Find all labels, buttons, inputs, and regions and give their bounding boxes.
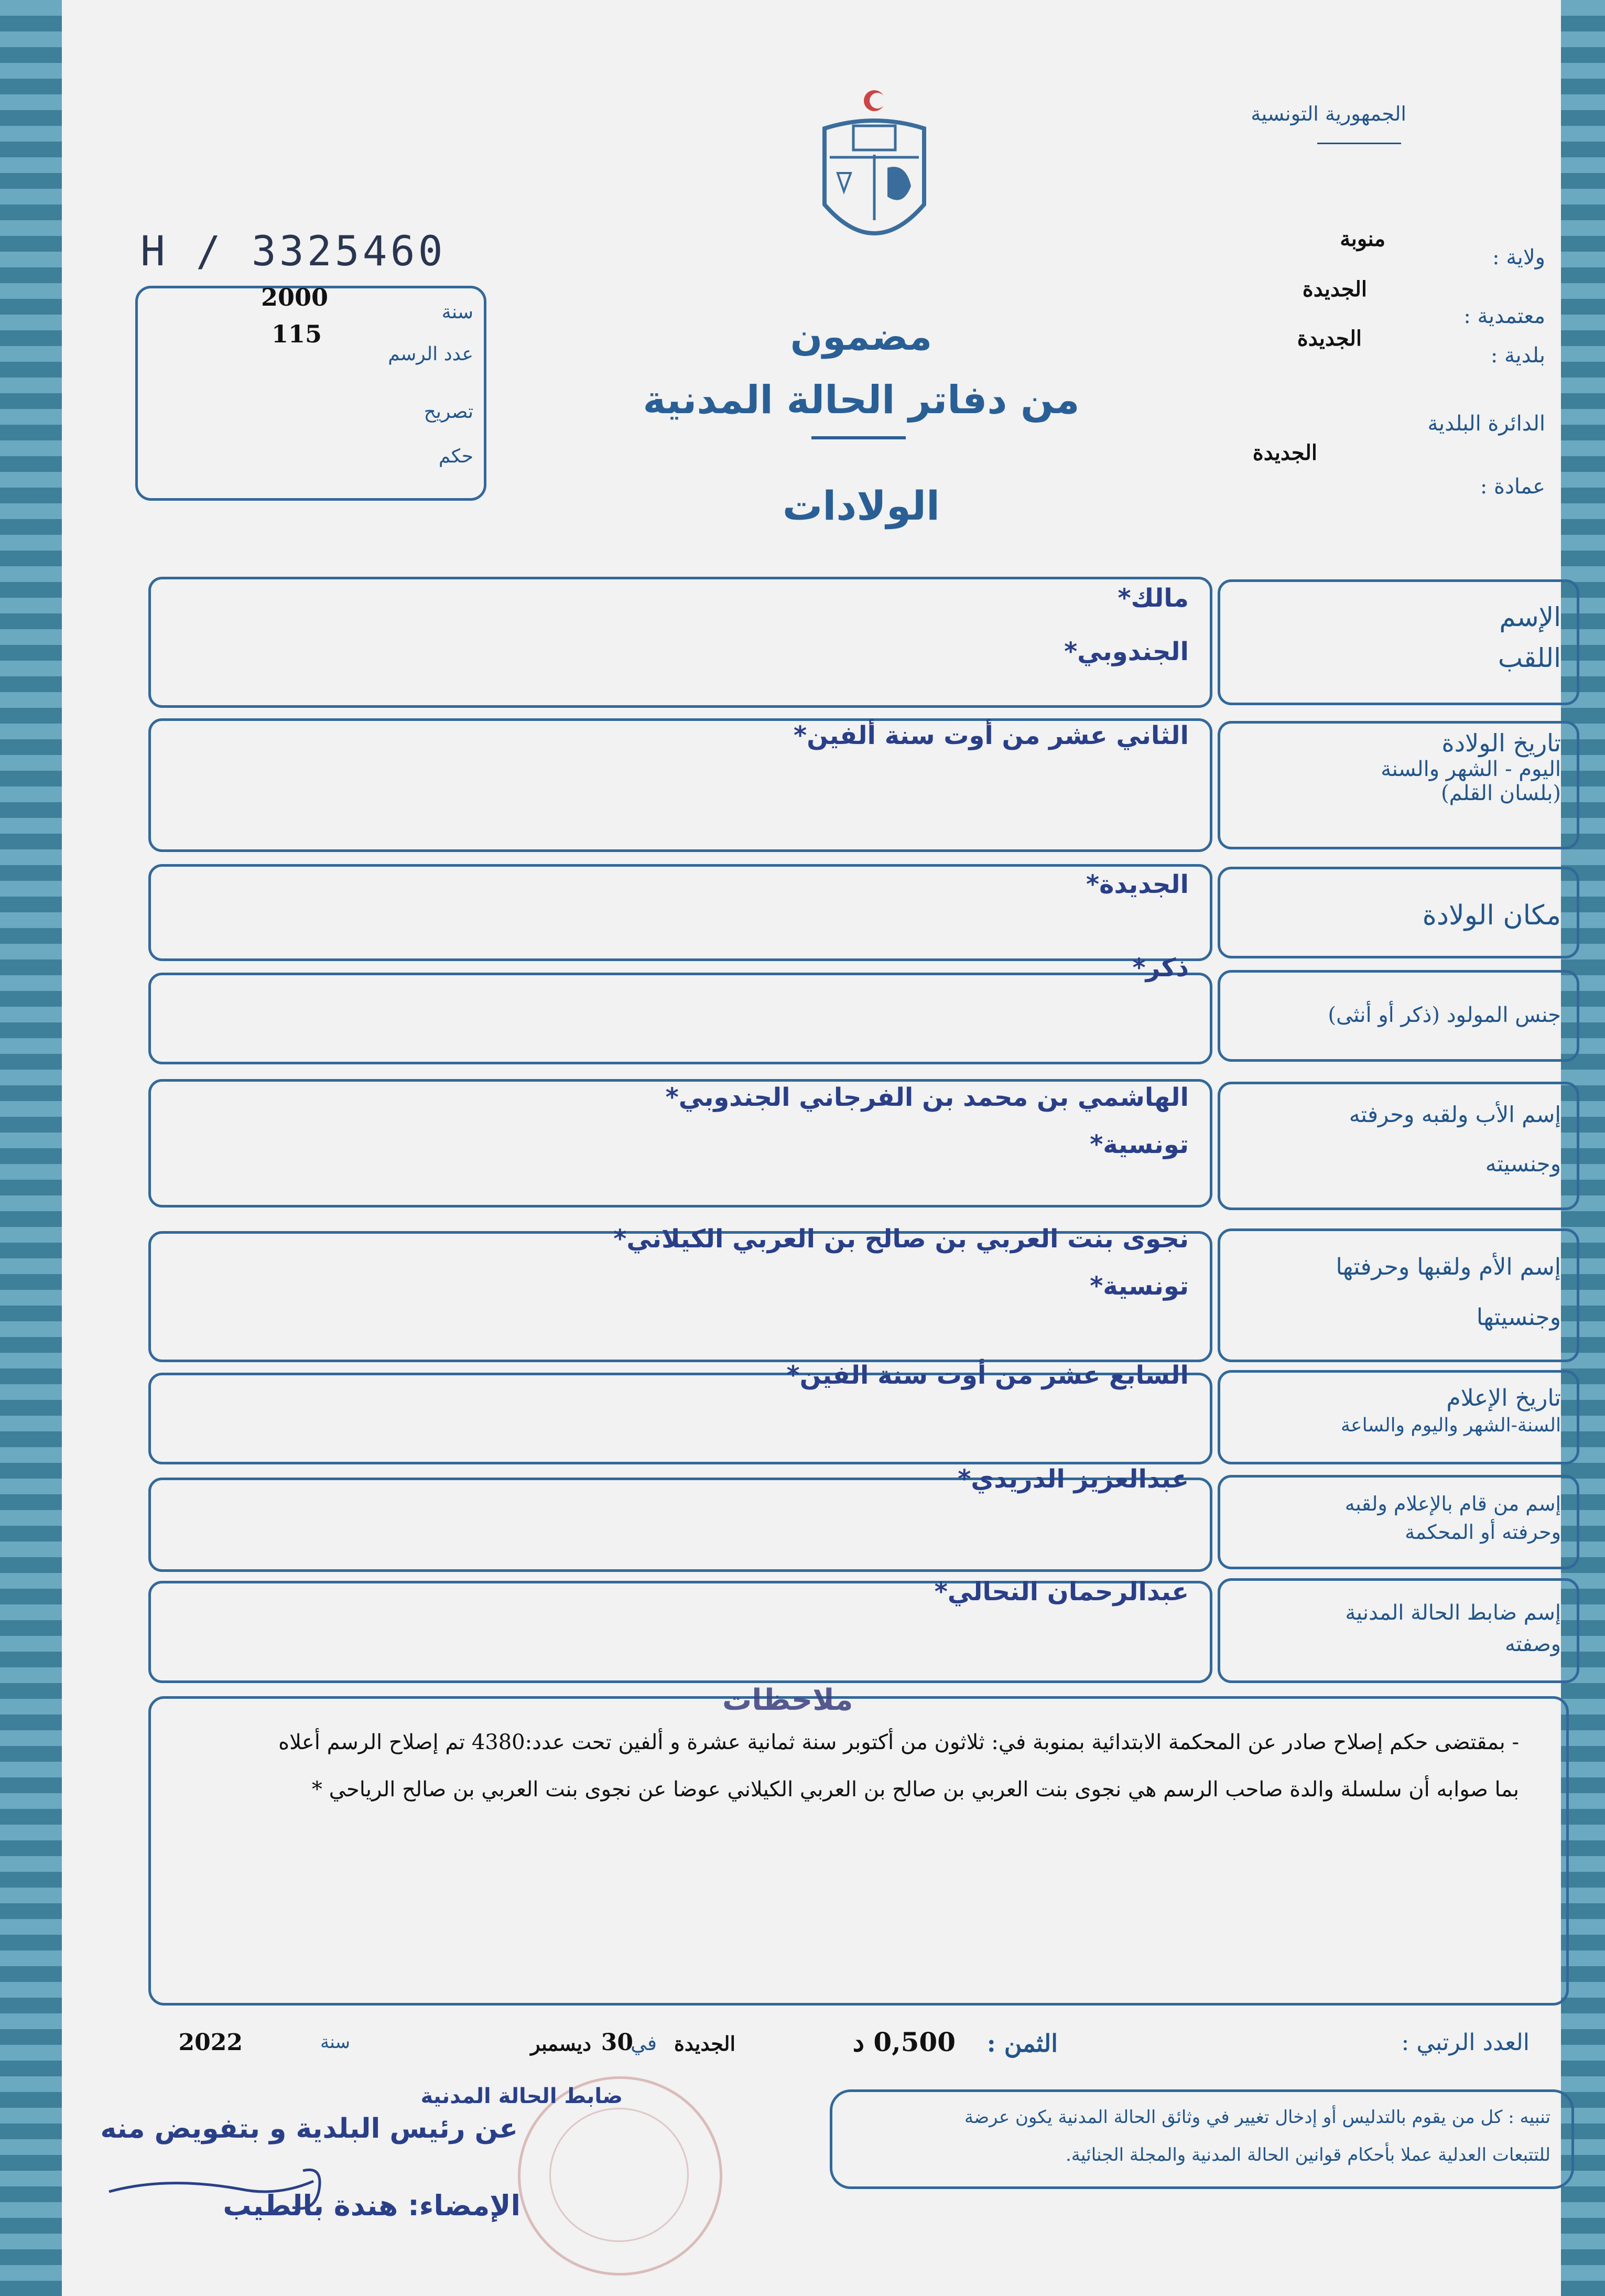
municipality-value: الجديدة [1297, 326, 1362, 351]
mother-nationality-label: وجنسيتها [1476, 1304, 1561, 1331]
registration-number-label: عدد الرسم [388, 343, 473, 365]
father-nationality-label: وجنسيته [1485, 1151, 1561, 1177]
dob-value-box [148, 718, 1212, 852]
handwritten-signature-icon [104, 2160, 376, 2223]
issue-year-value: 2022 [178, 2029, 243, 2056]
correction-note-line-2: بما صوابه أن سلسلة والدة صاحب الرسم هي نجوى بنت العربي بن صالح بن العربي الكيلاني عوضا عن نجوى بنت العربي بن صالح الرياحي * [311, 1777, 1519, 1802]
declarant-label-box [1218, 1475, 1579, 1569]
issue-place-value: الجديدة [674, 2032, 735, 2055]
issue-date-prefix: في [631, 2032, 657, 2055]
imada-label: عمادة : [1480, 475, 1545, 499]
dob-label: تاريخ الولادة [1441, 729, 1561, 757]
municipal-circle-label: الدائرة البلدية [1427, 412, 1545, 436]
mother-nationality-value: تونسية* [1090, 1271, 1189, 1301]
municipal-circle-value: الجديدة [1252, 440, 1317, 465]
title-extract: مضمون [790, 315, 932, 359]
issue-month-value: ديسمبر [530, 2032, 591, 2055]
dob-label-box [1218, 721, 1579, 849]
republic-heading: الجمهورية التونسية [1251, 102, 1406, 125]
first-name-value: مالك* [1118, 584, 1189, 613]
surname-value: الجندوبي* [1064, 637, 1189, 666]
father-label-box [1218, 1082, 1579, 1210]
dob-sublabel: اليوم - الشهر والسنة [1381, 757, 1561, 781]
name-value-box [148, 577, 1212, 708]
municipal-seal-inner-ring [549, 2108, 689, 2242]
fraud-warning-box [830, 2089, 1574, 2189]
officer-sublabel: وصفته [1504, 1632, 1561, 1656]
dob-value: الثاني عشر من أوت سنة ألفين* [794, 721, 1189, 750]
price-value: 0,500 د [852, 2026, 956, 2057]
notes-box [148, 1683, 1569, 2006]
place-value-box [148, 864, 1212, 961]
title-underline [811, 436, 906, 439]
father-label: إسم الأب ولقبه وحرفته [1349, 1102, 1561, 1127]
notice-date-value: السابع عشر من أوت سنة الفين* [786, 1361, 1189, 1390]
signature-text: الإمضاء: هندة بالطيب [223, 2189, 520, 2222]
issue-year-label: سنة [320, 2032, 350, 2053]
first-name-label: الإسم [1499, 602, 1561, 632]
notice-date-value-box [148, 1361, 1212, 1464]
title-civil-registers: من دفاتر الحالة المدنية [643, 378, 1080, 423]
serial-number: H / 3325460 [140, 228, 446, 275]
declarant-value-box [148, 1464, 1212, 1572]
officer-label-box [1218, 1578, 1579, 1683]
officer-title: ضابط الحالة المدنية [420, 2084, 623, 2108]
declarant-label: إسم من قام بالإعلام ولقبه [1344, 1492, 1561, 1515]
delegation-label: معتمدية : [1463, 304, 1545, 328]
document-sheet [62, 0, 1561, 2296]
notice-date-sublabel: السنة-الشهر واليوم والساعة [1340, 1415, 1561, 1436]
place-label: مكان الولادة [1422, 900, 1561, 931]
place-label-box [1218, 867, 1579, 958]
father-value-box [148, 1079, 1212, 1208]
officer-label: إسم ضابط الحالة المدنية [1345, 1601, 1561, 1625]
tunisia-coat-of-arms-icon [814, 89, 935, 267]
father-name-value: الهاشمي بن محمد بن الفرجاني الجندوبي* [665, 1083, 1189, 1112]
delegation-value: الجديدة [1302, 277, 1367, 301]
mother-name-value: نجوى بنت العربي بن صالح بن العربي الكيلاني* [613, 1224, 1189, 1254]
sex-label-box [1218, 970, 1579, 1062]
governorate-label: ولاية : [1492, 245, 1545, 270]
mother-label: إسم الأم ولقبها وحرفتها [1336, 1254, 1561, 1280]
declaration-label: تصريح [424, 401, 473, 423]
fraud-warning-line-1: تنبيه : كل من يقوم بالتدليس أو إدخال تغيير في وثائق الحالة المدنية يكون عرضة [964, 2107, 1550, 2128]
surname-label: اللقب [1498, 643, 1561, 673]
delegation-text: عن رئيس البلدية و بتفويض منه [100, 2113, 518, 2144]
sex-label: جنس المولود (ذكر أو أنثى) [1328, 1003, 1561, 1027]
mother-value-box [148, 1224, 1212, 1362]
title-births: الولادات [782, 482, 940, 529]
notice-date-label: تاريخ الإعلام [1446, 1385, 1561, 1411]
registration-number-value: 115 [272, 320, 322, 348]
place-value: الجديدة* [1086, 870, 1189, 899]
price-label: الثمن : [986, 2029, 1058, 2057]
dob-note: (بلسان القلم) [1441, 781, 1561, 805]
declarant-sublabel: وحرفته أو المحكمة [1405, 1521, 1561, 1544]
judgment-label: حكم [438, 446, 473, 467]
registration-year-value: 2000 [261, 283, 329, 311]
mother-label-box [1218, 1228, 1579, 1362]
sex-value-box [148, 953, 1212, 1064]
registration-year-label: سنة [441, 301, 473, 323]
sex-value: ذكر* [1132, 953, 1189, 983]
officer-value-box [148, 1577, 1212, 1683]
declarant-value: عبدالعزيز الدريدي* [958, 1464, 1189, 1494]
republic-underline [1317, 143, 1401, 144]
officer-value: عبدالرحمان النحالي* [934, 1577, 1189, 1607]
notice-date-label-box [1218, 1370, 1579, 1464]
serial-order-label: العدد الرتبي : [1401, 2029, 1530, 2056]
correction-note-line-1: - بمقتضى حكم إصلاح صادر عن المحكمة الابتدائية بمنوبة في: ثلاثون من أكتوبر سنة ثمانية عشرة و ألفين تحت عدد:4380 تم إصلاح الرسم أعلاه [278, 1730, 1519, 1754]
name-label-box [1218, 579, 1579, 705]
issue-day-value: 30 [601, 2029, 633, 2056]
notes-stamp-heading: ملاحظات [722, 1683, 853, 1717]
municipality-label: بلدية : [1490, 343, 1545, 368]
fraud-warning-line-2: للتتبعات العدلية عملا بأحكام قوانين الحالة المدنية والمجلة الجنائية. [1065, 2144, 1550, 2165]
governorate-value: منوبة [1340, 227, 1385, 251]
father-nationality-value: تونسية* [1090, 1130, 1189, 1159]
registration-box [135, 283, 486, 501]
